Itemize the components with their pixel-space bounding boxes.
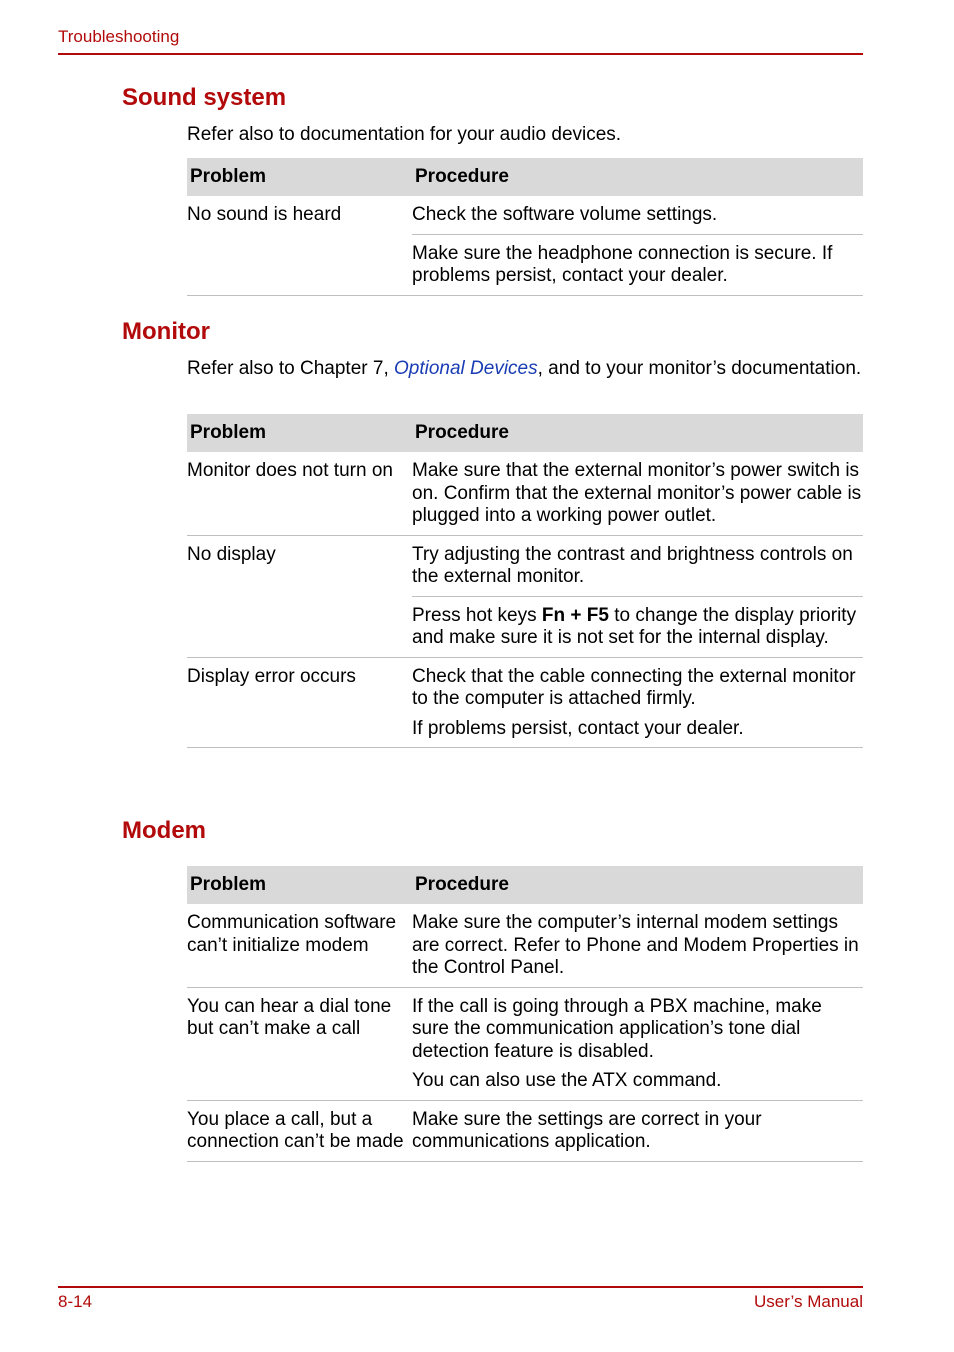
procedure-cell: Check the software volume settings. [412, 196, 863, 234]
table-header-row [187, 158, 863, 196]
page-number: 8-14 [58, 1292, 93, 1311]
procedure-text: If the call is going through a PBX machine, make sure the communication application’s tone dial detection feature is disabled. [412, 995, 822, 1062]
hotkey-label: Fn + F5 [541, 604, 609, 626]
procedure-cell: Make sure the settings are correct in your communications application. [412, 1100, 863, 1161]
problem-cell: No sound is heard [187, 196, 412, 295]
table-header-row [187, 866, 863, 904]
table-row [187, 987, 863, 1100]
procedure-text: You can also use the ATX command. [412, 1070, 722, 1091]
header-rule [58, 53, 863, 55]
section-title-sound-system: Sound system [122, 84, 287, 111]
column-header-procedure: Procedure [412, 158, 863, 196]
table-row [187, 904, 863, 987]
column-header-procedure: Procedure [412, 414, 863, 452]
problem-cell: You place a call, but a connection can’t be made [187, 1100, 412, 1161]
problem-cell: You can hear a dial tone but can’t make a call [187, 987, 412, 1100]
procedure-cell: Try adjusting the contrast and brightness controls on the external monitor. [412, 535, 863, 596]
sound-problem-table [187, 158, 863, 296]
procedure-cell [412, 657, 863, 748]
monitor-intro-text: , and to your monitor’s documentation. [537, 358, 862, 379]
problem-cell: Monitor does not turn on [187, 452, 412, 535]
monitor-intro-text: Refer also to Chapter 7, [187, 358, 394, 379]
table-header-row [187, 414, 863, 452]
table-row [187, 452, 863, 535]
procedure-text: Check that the cable connecting the external monitor to the computer is attached firmly. [412, 665, 856, 709]
procedure-cell: Make sure that the external monitor’s power switch is on. Confirm that the external monitor’s power cable is plugged into a working power outlet. [412, 452, 863, 535]
procedure-cell: Make sure the headphone connection is secure. If problems persist, contact your dealer. [412, 234, 863, 295]
column-header-problem: Problem [187, 414, 412, 452]
procedure-cell [412, 987, 863, 1100]
sound-intro: Refer also to documentation for your audio devices. [187, 124, 622, 145]
table-row [187, 657, 863, 748]
table-row [187, 1100, 863, 1161]
optional-devices-link[interactable]: Optional Devices [394, 358, 538, 379]
problem-cell: Display error occurs [187, 657, 412, 748]
procedure-cell: Make sure the computer’s internal modem settings are correct. Refer to Phone and Modem Properties in the Control Panel. [412, 904, 863, 987]
section-title-monitor: Monitor [122, 318, 210, 345]
section-title-modem: Modem [122, 817, 206, 844]
column-header-problem: Problem [187, 158, 412, 196]
modem-problem-table [187, 866, 863, 1162]
monitor-intro [187, 357, 863, 380]
running-header: Troubleshooting [58, 27, 180, 46]
table-row [187, 535, 863, 596]
footer-rule [58, 1286, 863, 1288]
problem-cell: Communication software can’t initialize modem [187, 904, 412, 987]
procedure-text: Press hot keys [412, 604, 542, 626]
procedure-text: to change the display priority and make sure it is not set for the internal display. [412, 604, 857, 648]
procedure-cell [412, 596, 863, 657]
problem-cell: No display [187, 535, 412, 657]
procedure-text: If problems persist, contact your dealer. [412, 717, 744, 739]
column-header-problem: Problem [187, 866, 412, 904]
column-header-procedure: Procedure [412, 866, 863, 904]
monitor-problem-table [187, 414, 863, 748]
manual-title: User’s Manual [754, 1292, 863, 1311]
table-row [187, 196, 863, 234]
